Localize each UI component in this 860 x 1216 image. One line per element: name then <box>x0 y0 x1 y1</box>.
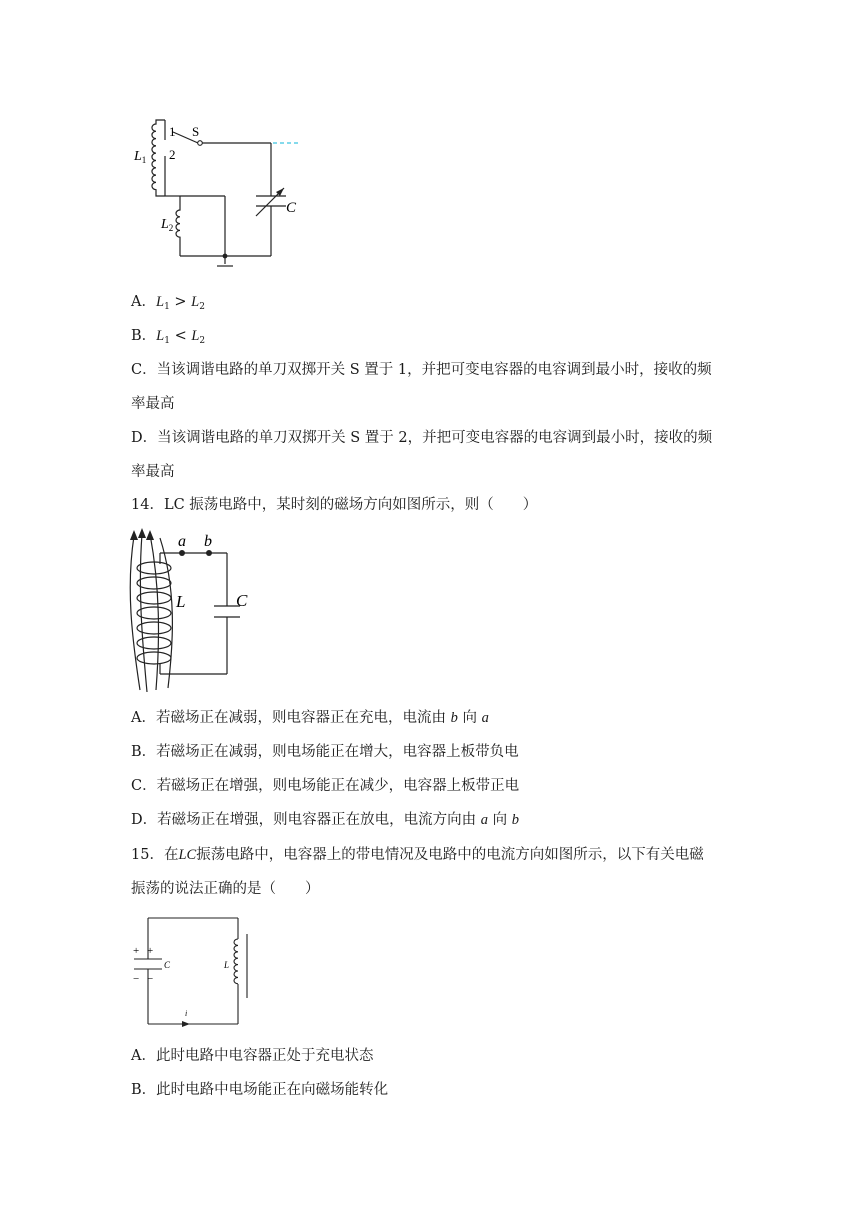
current-i-label: i <box>185 1009 188 1018</box>
plus-sign-outer: + <box>133 945 140 957</box>
q13-option-c-line2: 率最高 <box>131 396 175 412</box>
inductor-l1-label: $L_1$ <box>134 149 147 165</box>
inductor-l2-label: $L_2$ <box>161 217 174 233</box>
switch-s-label: S <box>192 124 200 139</box>
minus-sign-inner: − <box>147 973 154 985</box>
q14-option-d: D．若磁场正在增强，则电容器正在放电，电流方向由 a 向 b <box>131 812 519 828</box>
q14-option-b: B．若磁场正在减弱，则电场能正在增大，电容器上板带负电 <box>131 744 519 760</box>
inductor-l-label: L <box>224 960 230 970</box>
switch-pos-1-label: 1 <box>169 124 176 139</box>
q15-option-a: A．此时电路中电容器正处于充电状态 <box>131 1048 374 1064</box>
plus-sign-inner: + <box>147 945 154 957</box>
q13-option-d-line1: D．当该调谐电路的单刀双掷开关 S 置于 2，并把可变电容器的电容调到最小时，接收的频 <box>131 430 713 446</box>
q15-stem-line1: 15．在LC振荡电路中，电容器上的带电情况及电路中的电流方向如图所示，以下有关电磁 <box>131 847 704 863</box>
capacitor-c-label: C <box>236 591 248 610</box>
inductor-l-label: L <box>176 592 186 611</box>
point-b-label: b <box>204 533 212 550</box>
q13-option-b: B．$L_1 < L_2$ <box>131 328 206 346</box>
capacitor-c-label: C <box>286 200 297 216</box>
q15-stem-line2: 振荡的说法正确的是（ ） <box>131 881 320 897</box>
q14-option-c: C．若磁场正在增强，则电场能正在减少，电容器上板带正电 <box>131 778 520 794</box>
q15-option-b: B．此时电路中电场能正在向磁场能转化 <box>131 1082 389 1098</box>
tuning-circuit-figure <box>128 112 318 274</box>
point-a-label: a <box>178 533 186 550</box>
lc-circuit-figure <box>126 912 256 1030</box>
minus-sign-outer: − <box>133 973 140 985</box>
capacitor-c-label: C <box>164 960 171 970</box>
switch-pos-2-label: 2 <box>169 147 176 162</box>
q14-stem: 14．LC 振荡电路中，某时刻的磁场方向如图所示，则（ ） <box>131 497 538 513</box>
q13-option-a: A．$L_1 > L_2$ <box>131 294 205 312</box>
q13-option-c-line1: C．当该调谐电路的单刀双掷开关 S 置于 1，并把可变电容器的电容调到最小时，接收的频 <box>131 362 712 378</box>
q13-option-d-line2: 率最高 <box>131 464 175 480</box>
lc-coil-figure <box>124 528 264 696</box>
q14-option-a: A．若磁场正在减弱，则电容器正在充电，电流由 b 向 a <box>131 710 489 726</box>
